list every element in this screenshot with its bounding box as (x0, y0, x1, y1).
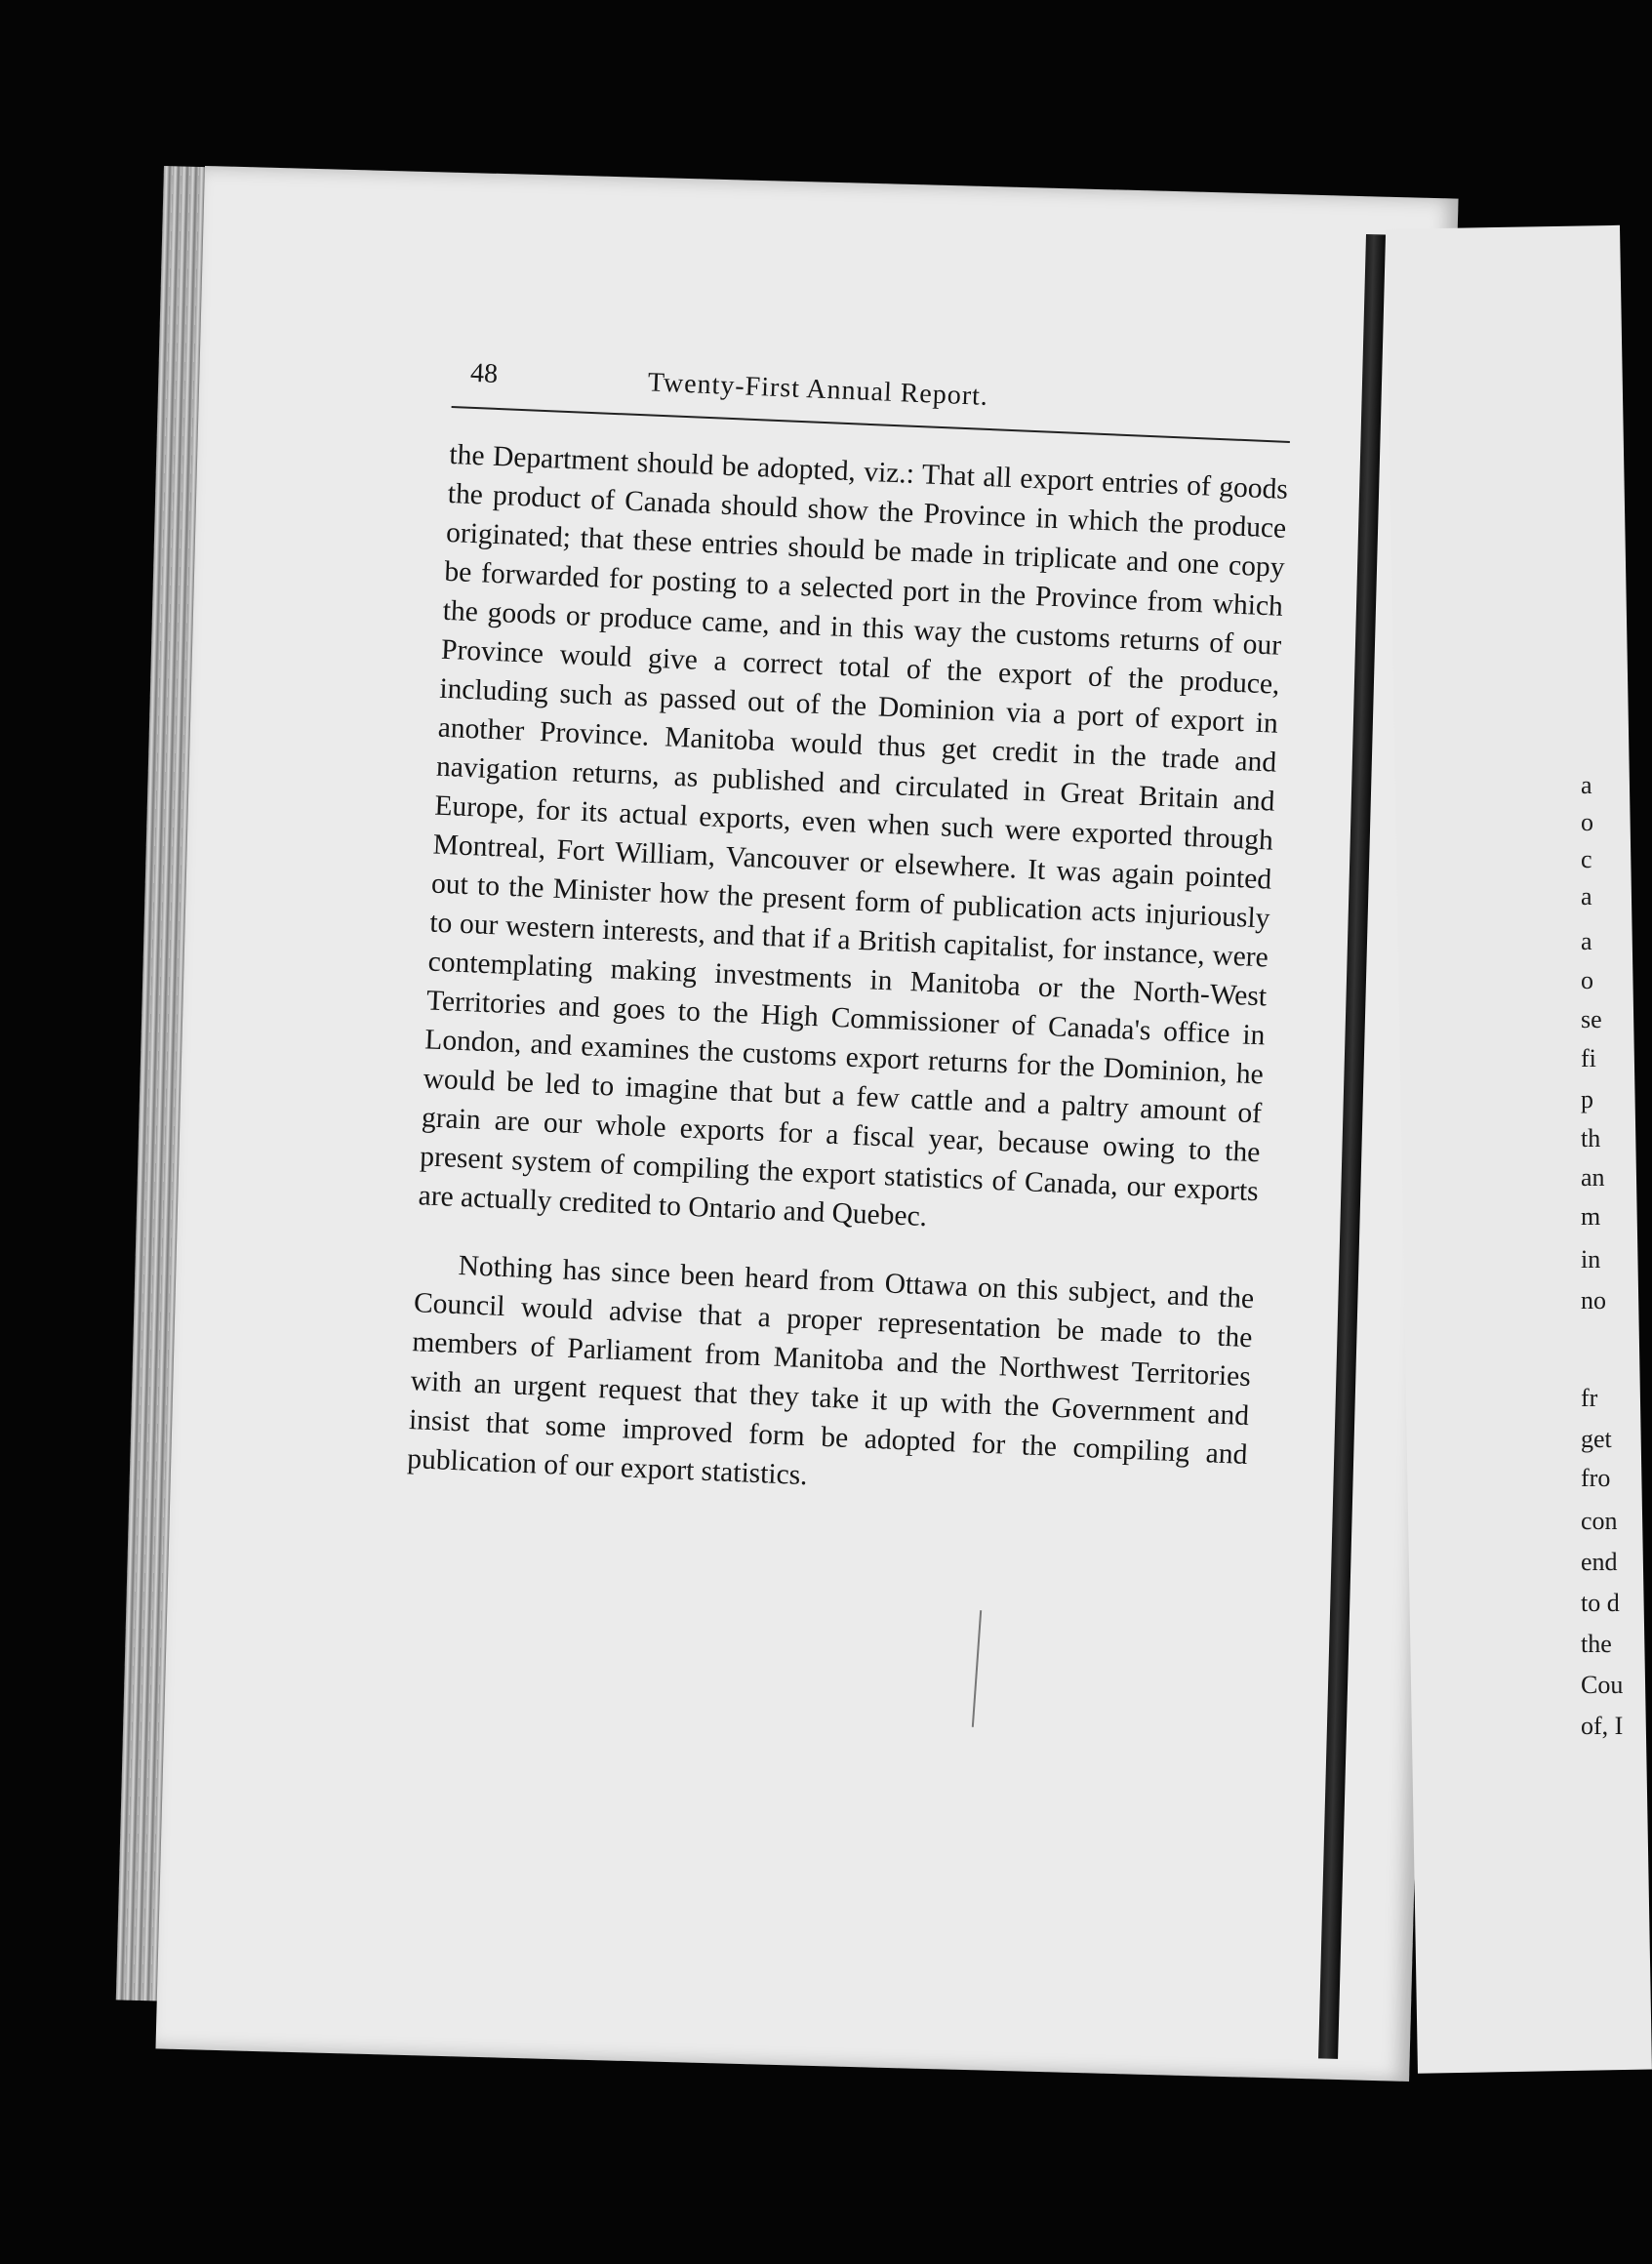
facing-line: o (1581, 808, 1593, 836)
page-number: 48 (469, 357, 499, 389)
facing-line: a (1581, 927, 1592, 955)
facing-line: a (1581, 882, 1592, 910)
facing-line: end (1581, 1548, 1618, 1576)
facing-line: an (1581, 1163, 1605, 1192)
body-paragraph: Nothing has since been heard from Ottawa on this subject, and the Council would advise that a proper representation be made to the members of Parliament from Manitoba and the Northwest Territories with an urgent request that they take it up with the Government and insist that some improved form be adopted for the compiling and publication of our export statistics. (406, 1250, 1255, 1492)
facing-line: p (1581, 1085, 1593, 1113)
facing-line: fro (1581, 1464, 1611, 1492)
facing-line: the (1581, 1630, 1612, 1658)
facing-line: Cou (1581, 1671, 1624, 1699)
facing-line: con (1581, 1507, 1618, 1535)
facing-line: of, I (1581, 1712, 1624, 1740)
facing-line: fr (1581, 1384, 1598, 1412)
facing-line: m (1581, 1202, 1601, 1231)
facing-line: to d (1581, 1589, 1620, 1617)
running-title: Twenty-First Annual Report. (647, 367, 989, 412)
facing-line: c (1581, 845, 1592, 873)
facing-line: in (1581, 1245, 1601, 1274)
facing-page (1386, 225, 1652, 2074)
facing-line: o (1581, 966, 1593, 994)
body-paragraph: the Department should be adopted, viz.: That all export entries of goods the product of Canada should show the Province in which the produce originated; that these entries should be made in triplicate and one copy be forwarded for posting to a selected port in the Province from which the goods or produce came, and in this way the customs returns of our Province would give a correct total of the export of the produce, including such as passed out of the Dominion via a port of export in another Province. Manitoba would thus get credit in the trade and navigation returns, as published and circulated in Great Britain and Europe, for its actual exports, even when such were exported through Montreal, Fort William, Vancouver or elsewhere. It was again pointed out to the Minister how the present form of publication acts injuriously to our western interests, and that if a British capitalist, for instance, were contemplating making investments in Manitoba or the North-West Territories and goes to the High Commissioner of Canada's office in London, and examines the customs export returns for the Dominion, he would be led to imagine that but a few cattle and a paltry amount of grain are our whole exports for a fiscal year, because owing to the present system of compiling the export statistics of Canada, our exports are actually credited to Ontario and Quebec. (418, 438, 1289, 1233)
facing-line: se (1581, 1005, 1602, 1033)
facing-line: a (1581, 771, 1592, 799)
facing-line: get (1581, 1425, 1612, 1453)
facing-line: no (1581, 1286, 1606, 1314)
facing-line: th (1581, 1124, 1601, 1152)
facing-line: fi (1581, 1044, 1596, 1072)
page-content (405, 351, 1292, 1543)
